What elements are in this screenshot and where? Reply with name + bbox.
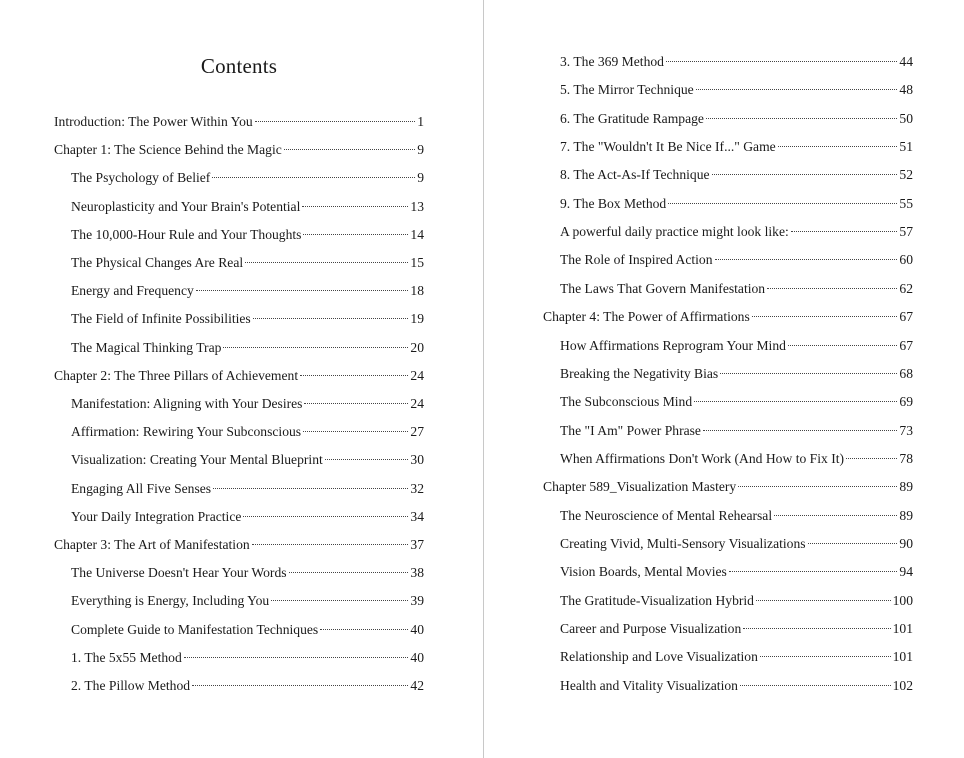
toc-entry-page-number: 51 xyxy=(899,139,913,155)
dot-leader xyxy=(668,202,897,204)
toc-entry-page-number: 48 xyxy=(899,82,913,98)
dot-leader xyxy=(212,176,415,178)
toc-entry-label: Visualization: Creating Your Mental Blueprint xyxy=(71,452,323,468)
toc-entry[interactable] xyxy=(560,279,913,299)
toc-entry-page-number: 13 xyxy=(410,198,424,214)
toc-entry-label: Career and Purpose Visualization xyxy=(560,621,742,636)
toc-entry-page-number: 73 xyxy=(899,422,913,438)
dot-leader xyxy=(303,233,408,235)
dot-leader xyxy=(715,258,898,260)
toc-entry[interactable] xyxy=(543,307,913,327)
dot-leader xyxy=(706,117,897,119)
toc-entry-page-number: 44 xyxy=(899,54,913,69)
toc-entry[interactable] xyxy=(560,392,913,412)
toc-entry-label: A powerful daily practice might look like: xyxy=(560,224,789,240)
toc-entry-label: Introduction: The Power Within You xyxy=(54,114,253,129)
toc-entry-page-number: 78 xyxy=(899,450,913,466)
toc-entry-page-number: 19 xyxy=(410,311,424,327)
dot-leader xyxy=(752,315,898,317)
toc-entry[interactable] xyxy=(560,109,913,129)
toc-entry-label: 6. The Gratitude Rampage xyxy=(560,110,704,126)
dot-leader xyxy=(696,88,898,90)
dot-leader xyxy=(300,374,408,376)
toc-entry[interactable] xyxy=(71,338,424,358)
toc-entry-page-number: 101 xyxy=(892,649,913,665)
dot-leader xyxy=(738,485,897,487)
toc-entry-label: The Subconscious Mind xyxy=(560,394,693,410)
dot-leader xyxy=(289,571,409,573)
toc-entry[interactable] xyxy=(560,222,913,242)
dot-leader xyxy=(791,230,898,232)
toc-entry-page-number: 1 xyxy=(417,114,424,129)
toc-entry-label: Neuroplasticity and Your Brain's Potential xyxy=(71,198,301,214)
toc-entry-label: Everything is Energy, Including You xyxy=(71,593,270,609)
dot-leader xyxy=(703,429,897,431)
toc-entry[interactable] xyxy=(560,619,913,639)
toc-entry-page-number: 68 xyxy=(899,365,913,381)
dot-leader xyxy=(271,599,408,601)
toc-entry-label: Vision Boards, Mental Movies xyxy=(560,564,727,580)
toc-entry-label: Creating Vivid, Multi-Sensory Visualizations xyxy=(560,535,806,551)
toc-entry-label: 5. The Mirror Technique xyxy=(560,82,694,98)
toc-entry-label: Chapter 1: The Science Behind the Magic xyxy=(54,142,282,158)
toc-entry[interactable] xyxy=(54,112,424,132)
dot-leader xyxy=(720,372,897,374)
toc-entry-page-number: 18 xyxy=(410,283,424,299)
toc-entry-label: 3. The 369 Method xyxy=(560,54,664,69)
dot-leader xyxy=(774,514,897,516)
toc-entry-page-number: 39 xyxy=(410,593,424,609)
toc-entry-label: 1. The 5x55 Method xyxy=(71,649,182,665)
toc-entry-label: The Field of Infinite Possibilities xyxy=(71,311,251,327)
toc-entry-page-number: 67 xyxy=(899,309,913,325)
dot-leader xyxy=(302,205,408,207)
toc-entry-page-number: 40 xyxy=(410,621,424,637)
toc-entry[interactable] xyxy=(560,194,913,214)
toc-entry-page-number: 20 xyxy=(410,339,424,355)
dot-leader xyxy=(756,599,891,601)
dot-leader xyxy=(192,684,408,686)
toc-entry[interactable] xyxy=(560,562,913,582)
dot-leader xyxy=(253,317,409,319)
dot-leader xyxy=(284,148,415,150)
toc-entry[interactable] xyxy=(71,620,424,640)
toc-entry-label: Your Daily Integration Practice xyxy=(71,508,242,524)
toc-entry-page-number: 38 xyxy=(410,565,424,581)
toc-entry-label: Complete Guide to Manifestation Techniques xyxy=(71,621,319,637)
page-divider xyxy=(483,0,484,758)
toc-entry-page-number: 9 xyxy=(417,142,424,158)
toc-entry-page-number: 101 xyxy=(892,621,913,636)
toc-entry-label: The Laws That Govern Manifestation xyxy=(560,280,766,296)
toc-entry-page-number: 27 xyxy=(410,424,424,440)
toc-entry-page-number: 102 xyxy=(892,677,913,693)
dot-leader xyxy=(788,344,897,346)
toc-entry-page-number: 67 xyxy=(899,337,913,353)
toc-entry-label: 9. The Box Method xyxy=(560,195,667,211)
toc-entry[interactable] xyxy=(71,563,424,583)
toc-entry-page-number: 89 xyxy=(899,479,913,495)
toc-entry[interactable] xyxy=(71,479,424,499)
toc-entry[interactable] xyxy=(560,364,913,384)
toc-entry-label: The Gratitude-Visualization Hybrid xyxy=(560,592,754,608)
toc-entry-label: Chapter 3: The Art of Manifestation xyxy=(54,537,250,552)
toc-entry-label: When Affirmations Don't Work (And How to Fix It) xyxy=(560,450,845,466)
toc-entry-page-number: 24 xyxy=(410,367,424,383)
dot-leader xyxy=(694,400,897,402)
dot-leader xyxy=(245,261,408,263)
toc-entry[interactable] xyxy=(71,253,424,273)
toc-entry-page-number: 60 xyxy=(899,252,913,268)
dot-leader xyxy=(778,145,898,147)
dot-leader xyxy=(729,570,898,572)
toc-entry[interactable] xyxy=(560,591,913,611)
toc-entry[interactable] xyxy=(71,281,424,301)
toc-entry-page-number: 9 xyxy=(417,170,424,186)
toc-entry-page-number: 24 xyxy=(410,396,424,411)
toc-entry-page-number: 62 xyxy=(899,280,913,296)
toc-entry[interactable] xyxy=(560,676,913,696)
toc-entry-label: The Psychology of Belief xyxy=(71,170,211,186)
dot-leader xyxy=(196,289,409,291)
toc-entry[interactable] xyxy=(71,225,424,245)
dot-leader xyxy=(213,487,408,489)
toc-entry[interactable] xyxy=(71,394,424,414)
toc-entry-page-number: 37 xyxy=(410,537,424,552)
toc-entry-page-number: 55 xyxy=(899,195,913,211)
toc-entry-page-number: 94 xyxy=(899,564,913,580)
dot-leader xyxy=(808,542,898,544)
dot-leader xyxy=(252,543,409,545)
toc-entry-label: Chapter 2: The Three Pillars of Achievement xyxy=(54,367,299,383)
toc-entry[interactable] xyxy=(71,676,424,696)
dot-leader xyxy=(666,60,897,62)
toc-entry-page-number: 34 xyxy=(410,508,424,524)
toc-entry-label: Manifestation: Aligning with Your Desires xyxy=(71,396,303,411)
toc-entry[interactable] xyxy=(71,168,424,188)
toc-entry-label: Affirmation: Rewiring Your Subconscious xyxy=(71,424,302,440)
toc-entry-label: 7. The "Wouldn't It Be Nice If..." Game xyxy=(560,139,776,155)
toc-entry-page-number: 90 xyxy=(899,535,913,551)
toc-entry[interactable] xyxy=(560,449,913,469)
toc-entry-label: Relationship and Love Visualization xyxy=(560,649,758,665)
toc-entry[interactable] xyxy=(71,309,424,329)
toc-entry-label: The 10,000-Hour Rule and Your Thoughts xyxy=(71,226,302,242)
toc-entry-label: Chapter 589_Visualization Mastery xyxy=(543,479,737,495)
toc-entry-label: Energy and Frequency xyxy=(71,283,194,299)
dot-leader xyxy=(303,430,408,432)
toc-entry-page-number: 52 xyxy=(899,167,913,183)
toc-entry-label: The Magical Thinking Trap xyxy=(71,339,222,355)
dot-leader xyxy=(184,656,409,658)
toc-entry-label: Health and Vitality Visualization xyxy=(560,677,738,693)
toc-entry-label: 8. The Act-As-If Technique xyxy=(560,167,710,183)
toc-entry-page-number: 30 xyxy=(410,452,424,468)
toc-entry-page-number: 42 xyxy=(410,678,424,693)
dot-leader xyxy=(712,173,898,175)
dot-leader xyxy=(760,655,891,657)
toc-entry-page-number: 57 xyxy=(899,224,913,240)
toc-entry-label: The Physical Changes Are Real xyxy=(71,255,244,270)
toc-entry[interactable] xyxy=(54,140,424,160)
toc-entry-label: 2. The Pillow Method xyxy=(71,678,191,693)
toc-entry[interactable] xyxy=(543,477,913,497)
toc-entry[interactable] xyxy=(71,591,424,611)
dot-leader xyxy=(325,458,409,460)
toc-entry-label: The "I Am" Power Phrase xyxy=(560,422,701,438)
toc-entry-label: Breaking the Negativity Bias xyxy=(560,365,719,381)
dot-leader xyxy=(243,515,408,517)
dot-leader xyxy=(223,346,408,348)
dot-leader xyxy=(846,457,897,459)
toc-entry[interactable] xyxy=(71,450,424,470)
toc-entry[interactable] xyxy=(71,197,424,217)
toc-entry[interactable] xyxy=(560,506,913,526)
toc-entry-page-number: 14 xyxy=(410,226,424,242)
toc-entry-label: How Affirmations Reprogram Your Mind xyxy=(560,337,786,353)
toc-entry[interactable] xyxy=(560,52,913,72)
toc-entry-label: The Role of Inspired Action xyxy=(560,252,713,268)
toc-entry-page-number: 32 xyxy=(410,480,424,496)
toc-entry[interactable] xyxy=(560,534,913,554)
toc-entry[interactable] xyxy=(560,336,913,356)
toc-entry[interactable] xyxy=(560,80,913,100)
toc-entry-page-number: 100 xyxy=(892,592,913,608)
dot-leader xyxy=(304,402,408,404)
toc-entry-page-number: 89 xyxy=(899,507,913,523)
toc-entry-page-number: 50 xyxy=(899,110,913,126)
page-title: Contents xyxy=(200,54,278,78)
toc-entry-label: The Universe Doesn't Hear Your Words xyxy=(71,565,287,581)
dot-leader xyxy=(743,627,890,629)
toc-entry[interactable] xyxy=(54,366,424,386)
dot-leader xyxy=(320,628,408,630)
toc-entry-label: Engaging All Five Senses xyxy=(71,480,212,496)
toc-entry[interactable] xyxy=(560,647,913,667)
toc-entry[interactable] xyxy=(560,250,913,270)
toc-entry-page-number: 40 xyxy=(410,649,424,665)
dot-leader xyxy=(767,287,897,289)
toc-entry[interactable] xyxy=(71,422,424,442)
toc-entry-label: The Neuroscience of Mental Rehearsal xyxy=(560,507,773,523)
toc-entry-page-number: 15 xyxy=(410,255,424,270)
dot-leader xyxy=(255,120,416,122)
toc-entry[interactable] xyxy=(560,165,913,185)
toc-entry[interactable] xyxy=(71,648,424,668)
toc-entry[interactable] xyxy=(54,535,424,555)
toc-entry-label: Chapter 4: The Power of Affirmations xyxy=(543,309,750,325)
toc-entry[interactable] xyxy=(560,421,913,441)
dot-leader xyxy=(740,684,891,686)
toc-entry[interactable] xyxy=(71,507,424,527)
toc-entry[interactable] xyxy=(560,137,913,157)
toc-entry-page-number: 69 xyxy=(899,394,913,410)
